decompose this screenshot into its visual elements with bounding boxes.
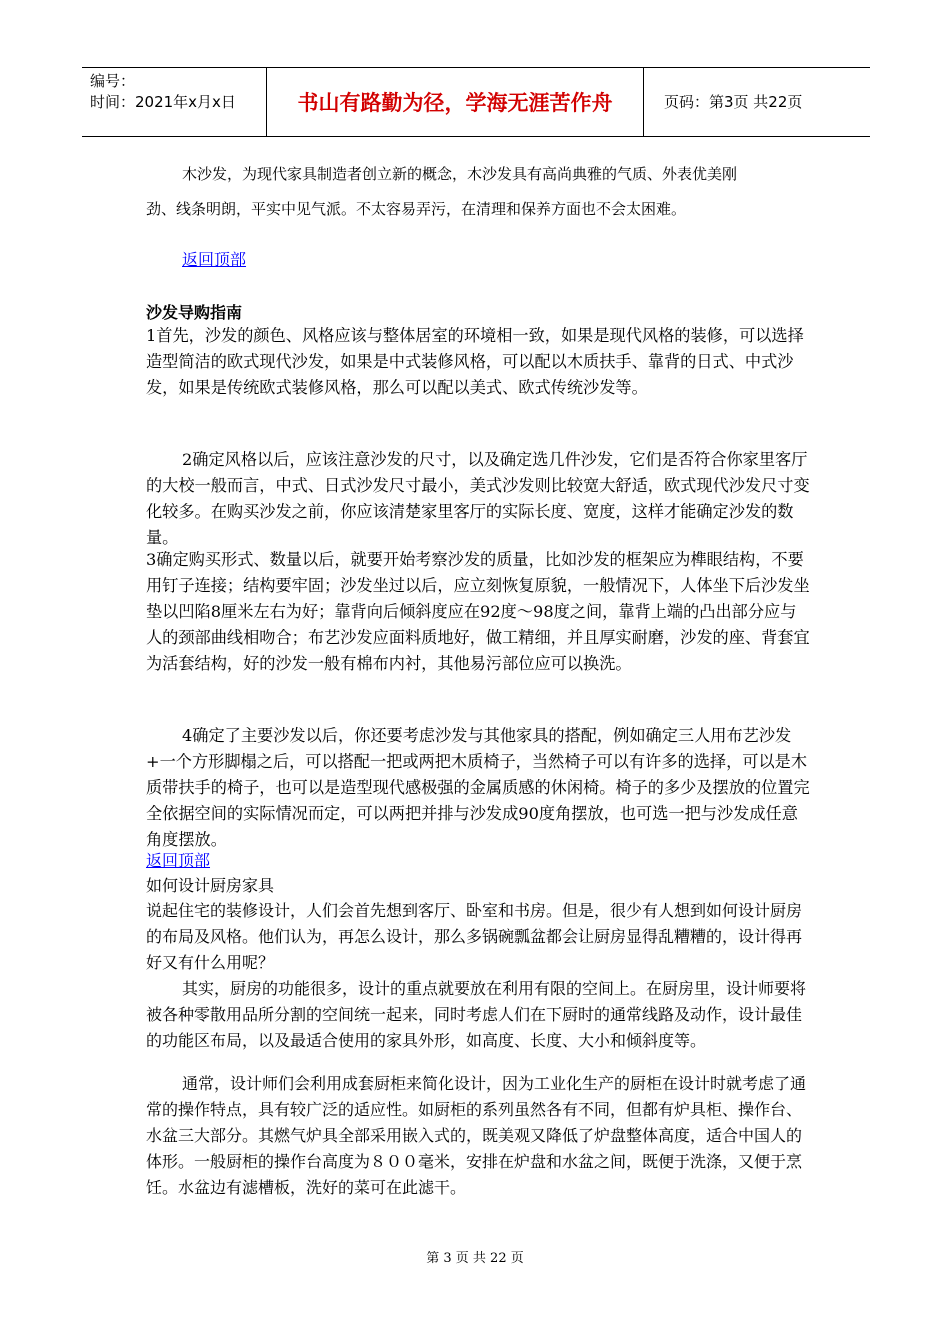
date-label: 时间：2021年x月x日 (90, 93, 236, 111)
section-title-kitchen: 如何设计厨房家具 (146, 876, 275, 895)
guide-paragraph-4: 4确定了主要沙发以后，你还要考虑沙发与其他家具的搭配，例如确定三人用布艺沙发+一个方形脚榻之后，可以搭配一把或两把木质椅子，当然椅子可以有许多的选择，可以是木质带扶手的椅子，也可以是造型现代感极强的金属质感的休闲椅。椅子的多少及摆放的位置完全依据空间的实际情况而定，可以两把并排与沙发成90度角摆放，也可选一把与沙发成任意角度摆放。 (146, 726, 810, 849)
page-header (82, 67, 870, 137)
header-meta (90, 71, 236, 113)
guide-paragraph-3: 3确定购买形式、数量以后，就要开始考察沙发的质量，比如沙发的框架应为榫眼结构，不要用钉子连接；结构要牢固；沙发坐过以后，应立刻恢复原貌，一般情况下，人体坐下后沙发坐垫以凹陷8厘米左右为好；靠背向后倾斜度应在92度～98度之间，靠背上端的凸出部分应与人的颈部曲线相吻合；布艺沙发应面料质地好，做工精细，并且厚实耐磨，沙发的座、背套宜为活套结构，好的沙发一般有棉布内衬，其他易污部位应可以换洗。 (146, 550, 810, 673)
header-page-label: 页码：第3页 共22页 (664, 93, 803, 111)
header-motto: 书山有路勤为径，学海无涯苦作舟 (266, 68, 644, 136)
kitchen-paragraph-1: 说起住宅的装修设计，人们会首先想到客厅、卧室和书房。但是，很少有人想到如何设计厨房的布局及风格。他们认为，再怎么设计，那么多锅碗瓢盆都会让厨房显得乱糟糟的，设计得再好又有什么用呢？ (146, 901, 803, 972)
kitchen-paragraph-2: 其实，厨房的功能很多，设计的重点就要放在利用有限的空间上。在厨房里，设计师要将被各种零散用品所分割的空间统一起来，同时考虑人们在下厨时的通常线路及动作，设计最佳的功能区布局，以及最适合使用的家具外形，如高度、长度、大小和倾斜度等。 (146, 979, 807, 1050)
number-label: 编号： (90, 72, 136, 90)
guide-paragraph-2: 2确定风格以后，应该注意沙发的尺寸，以及确定选几件沙发，它们是否符合你家里客厅的大校一般而言，中式、日式沙发尺寸最小，美式沙发则比较宽大舒适，欧式现代沙发尺寸变化较多。在购买沙发之前，你应该清楚家里客厅的实际长度、宽度，这样才能确定沙发的数量。 (146, 450, 810, 547)
guide-paragraph-1: 1首先，沙发的颜色、风格应该与整体居室的环境相一致，如果是现代风格的装修，可以选择造型简洁的欧式现代沙发，如果是中式装修风格，可以配以木质扶手、靠背的日式、中式沙发，如果是传统欧式装修风格，那么可以配以美式、欧式传统沙发等。 (146, 326, 804, 397)
back-to-top-link[interactable]: 返回顶部 (146, 851, 211, 870)
intro-paragraph (146, 157, 806, 227)
kitchen-paragraph-3: 通常，设计师们会利用成套厨柜来简化设计，因为工业化生产的厨柜在设计时就考虑了通常的操作特点，具有较广泛的适应性。如厨柜的系列虽然各有不同，但都有炉具柜、操作台、水盆三大部分。其燃气炉具全部采用嵌入式的，既美观又降低了炉盘整体高度，适合中国人的体形。一般厨柜的操作台高度为８００毫米，安排在炉盘和水盆之间，既便于洗涤，又便于烹饪。水盆边有滤槽板，洗好的菜可在此滤干。 (146, 1074, 807, 1197)
section-title-sofa-guide: 沙发导购指南 (146, 303, 243, 322)
intro-line-1: 木沙发，为现代家具制造者创立新的概念，木沙发具有高尚典雅的气质、外表优美刚 (182, 165, 738, 183)
back-to-top-link[interactable]: 返回顶部 (182, 250, 247, 269)
page-footer: 第 3 页 共 22 页 (426, 1251, 524, 1266)
intro-line-2: 劲、线条明朗，平实中见气派。不太容易弄污，在清理和保养方面也不会太困难。 (146, 200, 687, 218)
